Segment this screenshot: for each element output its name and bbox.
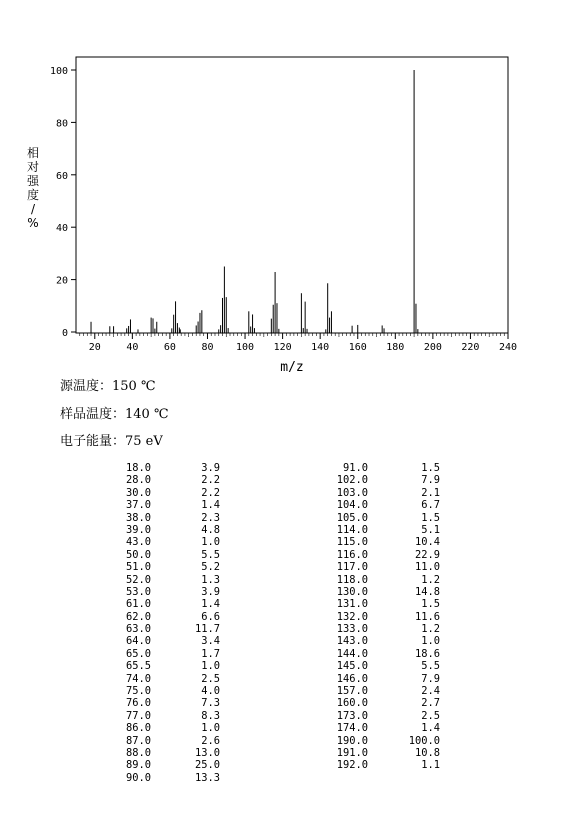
intensity-value: 14.8 — [414, 585, 440, 598]
mz-value: 53.0 — [125, 585, 151, 598]
intensity-value: 1.1 — [421, 759, 440, 772]
mz-value: 190.0 — [336, 734, 368, 747]
mz-value: 132.0 — [336, 610, 368, 623]
table-row — [0, 648, 570, 660]
intensity-value: 7.9 — [421, 672, 440, 685]
table-row — [0, 673, 570, 685]
intensity-value: 1.5 — [421, 462, 440, 474]
intensity-value: 7.9 — [421, 474, 440, 487]
mz-value: 191.0 — [336, 746, 368, 759]
mz-value: 77.0 — [125, 709, 151, 722]
x-tick-label: 120 — [273, 342, 292, 353]
mz-value: 192.0 — [336, 759, 368, 772]
mz-value: 39.0 — [125, 523, 151, 536]
table-row — [0, 623, 570, 635]
table-row — [0, 549, 570, 561]
spectrum-peaks — [91, 70, 418, 333]
mz-value: 157.0 — [336, 685, 368, 698]
intensity-value: 11.7 — [194, 623, 220, 636]
mz-value: 105.0 — [336, 511, 368, 524]
intensity-value: 3.9 — [201, 585, 220, 598]
intensity-value: 1.0 — [201, 536, 220, 549]
mz-value: 87.0 — [125, 734, 151, 747]
intensity-value: 2.3 — [201, 511, 220, 524]
mz-value: 173.0 — [336, 709, 368, 722]
mz-value: 74.0 — [125, 672, 151, 685]
x-tick-label: 60 — [163, 342, 176, 353]
table-row — [0, 735, 570, 747]
y-tick-label: 80 — [55, 118, 68, 130]
y-axis-ticks — [50, 66, 76, 339]
intensity-value: 2.5 — [421, 709, 440, 722]
mz-value: 117.0 — [336, 561, 368, 574]
x-tick-label: 20 — [88, 342, 101, 353]
y-axis-label: 相对强度/ % — [26, 146, 40, 230]
table-row — [0, 660, 570, 672]
intensity-value: 18.6 — [414, 647, 440, 660]
mz-value: 30.0 — [125, 486, 151, 499]
table-row — [0, 772, 570, 784]
x-tick-label: 80 — [201, 342, 214, 353]
mz-value: 115.0 — [336, 536, 368, 549]
intensity-value: 6.7 — [421, 499, 440, 512]
intensity-value: 13.0 — [194, 746, 220, 759]
mz-value: 118.0 — [336, 573, 368, 586]
table-row — [0, 586, 570, 598]
mz-value: 174.0 — [336, 722, 368, 735]
mz-value: 28.0 — [125, 474, 151, 487]
x-tick-label: 160 — [348, 342, 367, 353]
intensity-value: 3.9 — [201, 462, 220, 474]
intensity-value: 1.2 — [421, 573, 440, 586]
mz-value: 88.0 — [125, 746, 151, 759]
y-tick-label: 100 — [49, 66, 68, 77]
table-row — [0, 759, 570, 771]
table-row — [0, 611, 570, 623]
mz-value: 133.0 — [336, 623, 368, 636]
y-tick-label: 20 — [55, 275, 68, 287]
mz-value: 91.0 — [342, 462, 368, 474]
plot-frame — [76, 57, 508, 333]
table-row — [0, 685, 570, 697]
x-tick-label: 140 — [311, 342, 330, 353]
intensity-value: 10.4 — [414, 536, 440, 549]
intensity-value: 1.0 — [201, 660, 220, 673]
mz-value: 62.0 — [125, 610, 151, 623]
x-tick-label: 220 — [461, 342, 480, 353]
mz-value: 52.0 — [125, 573, 151, 586]
mz-value: 76.0 — [125, 697, 151, 710]
intensity-value: 4.0 — [201, 685, 220, 698]
intensity-value: 3.4 — [201, 635, 220, 648]
mz-value: 43.0 — [125, 536, 151, 549]
x-axis-ticks — [89, 342, 517, 353]
table-row — [0, 747, 570, 759]
table-row — [0, 487, 570, 499]
mz-value: 144.0 — [336, 647, 368, 660]
intensity-value: 8.3 — [201, 709, 220, 722]
intensity-value: 1.4 — [201, 499, 220, 512]
mz-value: 61.0 — [125, 598, 151, 611]
x-tick-label: 100 — [236, 342, 255, 353]
table-row — [0, 722, 570, 734]
mz-value: 50.0 — [125, 548, 151, 561]
table-row — [0, 598, 570, 610]
mz-value: 86.0 — [125, 722, 151, 735]
mz-value: 65.5 — [125, 660, 151, 673]
mz-value: 103.0 — [336, 486, 368, 499]
mass-spectrum-chart — [0, 0, 570, 380]
sample-temperature: 样品温度：140 ℃ — [60, 407, 169, 422]
table-row — [0, 524, 570, 536]
x-axis-label: m/z — [280, 360, 304, 375]
intensity-value: 25.0 — [194, 759, 220, 772]
intensity-value: 100.0 — [408, 734, 440, 747]
x-tick-label: 200 — [423, 342, 442, 353]
table-row — [0, 697, 570, 709]
table-row — [0, 574, 570, 586]
mz-value: 51.0 — [125, 561, 151, 574]
mz-value: 130.0 — [336, 585, 368, 598]
y-tick-label: 0 — [61, 328, 68, 339]
mz-value: 63.0 — [125, 623, 151, 636]
y-tick-label: 40 — [55, 223, 68, 235]
intensity-value: 1.0 — [201, 722, 220, 735]
table-row — [0, 474, 570, 486]
intensity-value: 1.5 — [421, 598, 440, 611]
intensity-value: 2.6 — [201, 734, 220, 747]
intensity-value: 1.4 — [201, 598, 220, 611]
intensity-value: 2.7 — [421, 697, 440, 710]
mz-value: 90.0 — [125, 771, 151, 784]
mz-value: 145.0 — [336, 660, 368, 673]
mz-value: 18.0 — [125, 462, 151, 474]
intensity-value: 5.1 — [421, 523, 440, 536]
intensity-value: 2.2 — [201, 474, 220, 487]
intensity-value: 13.3 — [194, 771, 220, 784]
intensity-value: 5.5 — [421, 660, 440, 673]
x-tick-label: 180 — [386, 342, 405, 353]
mz-value: 75.0 — [125, 685, 151, 698]
intensity-value: 22.9 — [414, 548, 440, 561]
electron-energy: 电子能量：75 eV — [60, 434, 163, 449]
mz-value: 64.0 — [125, 635, 151, 648]
intensity-value: 7.3 — [201, 697, 220, 710]
mz-value: 89.0 — [125, 759, 151, 772]
intensity-value: 5.5 — [201, 548, 220, 561]
x-axis-minor-ticks — [80, 333, 508, 339]
mz-value: 37.0 — [125, 499, 151, 512]
x-tick-label: 40 — [126, 342, 139, 353]
mz-value: 143.0 — [336, 635, 368, 648]
source-temperature: 源温度：150 ℃ — [60, 379, 156, 394]
intensity-value: 2.5 — [201, 672, 220, 685]
table-row — [0, 499, 570, 511]
mz-value: 131.0 — [336, 598, 368, 611]
intensity-value: 11.0 — [414, 561, 440, 574]
table-row — [0, 512, 570, 524]
y-tick-label: 60 — [55, 170, 68, 182]
mz-value: 102.0 — [336, 474, 368, 487]
table-row — [0, 635, 570, 647]
intensity-value: 5.2 — [201, 561, 220, 574]
mz-value: 116.0 — [336, 548, 368, 561]
intensity-value: 2.1 — [421, 486, 440, 499]
intensity-value: 1.2 — [421, 623, 440, 636]
mz-value: 114.0 — [336, 523, 368, 536]
mz-value: 160.0 — [336, 697, 368, 710]
table-row — [0, 710, 570, 722]
intensity-value: 10.8 — [414, 746, 440, 759]
table-row — [0, 536, 570, 548]
peak-table-right — [0, 462, 570, 772]
mz-value: 104.0 — [336, 499, 368, 512]
intensity-value: 4.8 — [201, 523, 220, 536]
x-tick-label: 240 — [498, 342, 518, 353]
intensity-value: 2.4 — [421, 685, 440, 698]
intensity-value: 1.7 — [201, 647, 220, 660]
intensity-value: 1.3 — [201, 573, 220, 586]
table-row — [0, 561, 570, 573]
mz-value: 65.0 — [125, 647, 151, 660]
intensity-value: 1.4 — [421, 722, 440, 735]
intensity-value: 11.6 — [414, 610, 440, 623]
intensity-value: 1.0 — [421, 635, 440, 648]
mz-value: 146.0 — [336, 672, 368, 685]
table-row — [0, 462, 570, 474]
intensity-value: 2.2 — [201, 486, 220, 499]
mz-value: 38.0 — [125, 511, 151, 524]
intensity-value: 6.6 — [201, 610, 220, 623]
intensity-value: 1.5 — [421, 511, 440, 524]
